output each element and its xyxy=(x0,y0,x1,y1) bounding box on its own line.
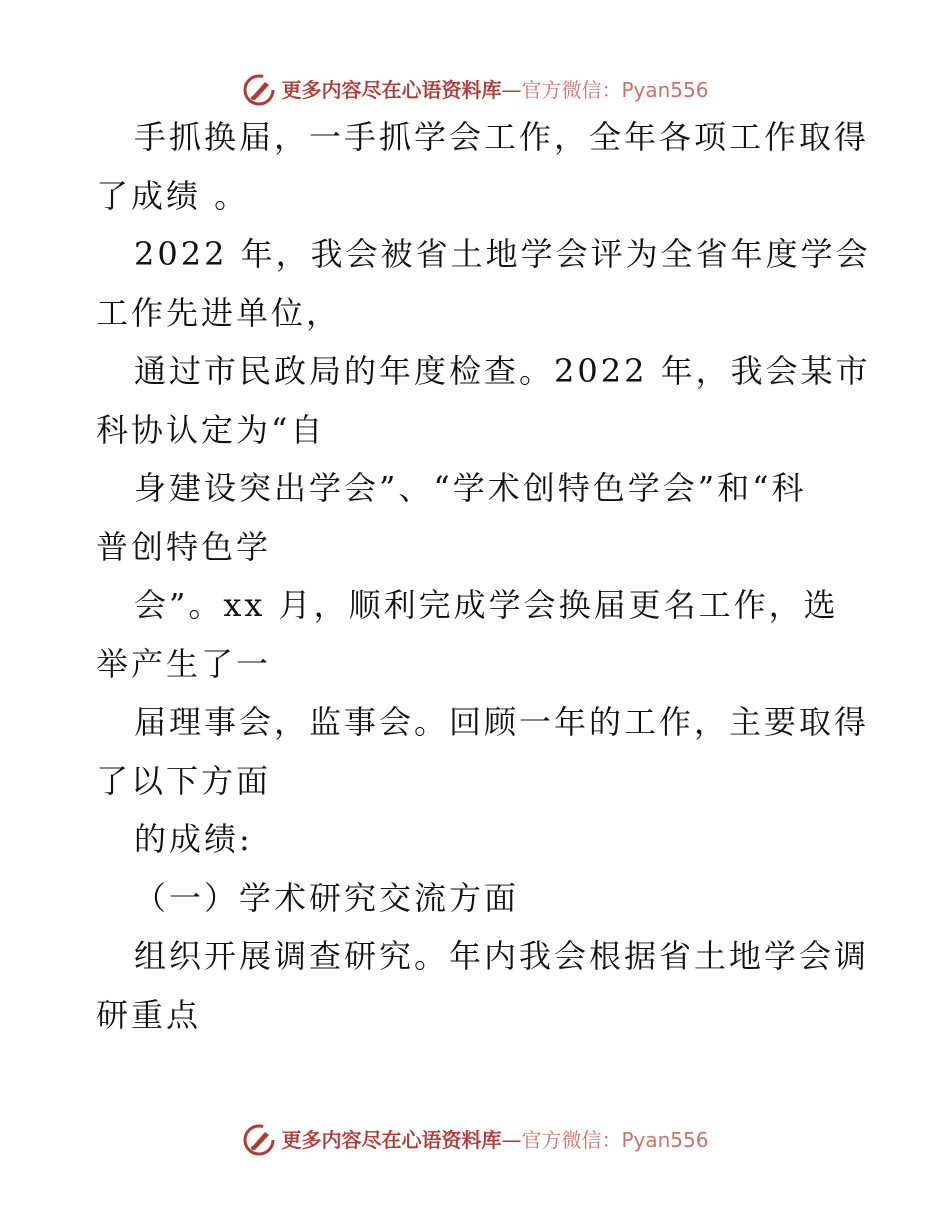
body-line: 工作先进单位， xyxy=(96,293,342,332)
banner-main-text: 更多内容尽在心语资料库 xyxy=(281,1128,502,1152)
body-line: 了成绩 。 xyxy=(96,176,250,215)
body-line: 组织开展调查研究。年内我会根据省土地学会调 xyxy=(134,937,870,975)
header-banner xyxy=(0,68,950,112)
document-body xyxy=(0,117,950,1053)
body-line: 通过市民政局的年度检查。2022 年，我会某市 xyxy=(134,352,871,390)
body-line: 了以下方面 xyxy=(96,761,272,800)
body-line: 研重点 xyxy=(96,995,202,1034)
body-line: 届理事会，监事会。回顾一年的工作，主要取得 xyxy=(134,703,870,741)
banner-main-text: 更多内容尽在心语资料库 xyxy=(281,78,502,102)
body-line: 身建设突出学会”、“学术创特色学会”和“科 xyxy=(134,469,807,507)
body-line: 举产生了一 xyxy=(96,644,272,683)
body-line: 2022 年，我会被省土地学会评为全省年度学会 xyxy=(134,235,871,273)
banner-separator: — xyxy=(501,1128,522,1152)
pen-seal-logo-icon xyxy=(241,72,277,108)
body-line: 普创特色学 xyxy=(96,527,272,566)
section-heading: （一）学术研究交流方面 xyxy=(134,878,520,917)
banner-wechat-text: 官方微信：Pyan556 xyxy=(521,1128,709,1152)
body-line: 手抓换届，一手抓学会工作，全年各项工作取得 xyxy=(134,118,870,156)
banner-separator: — xyxy=(501,78,522,102)
pen-seal-logo-icon xyxy=(241,1122,277,1158)
banner-wechat-text: 官方微信：Pyan556 xyxy=(521,78,709,102)
body-line: 会”。xx 月，顺利完成学会换届更名工作，选 xyxy=(134,586,839,624)
body-line: 科协认定为“自 xyxy=(96,410,326,449)
footer-banner xyxy=(0,1118,950,1162)
body-line: 的成绩: xyxy=(134,820,253,858)
